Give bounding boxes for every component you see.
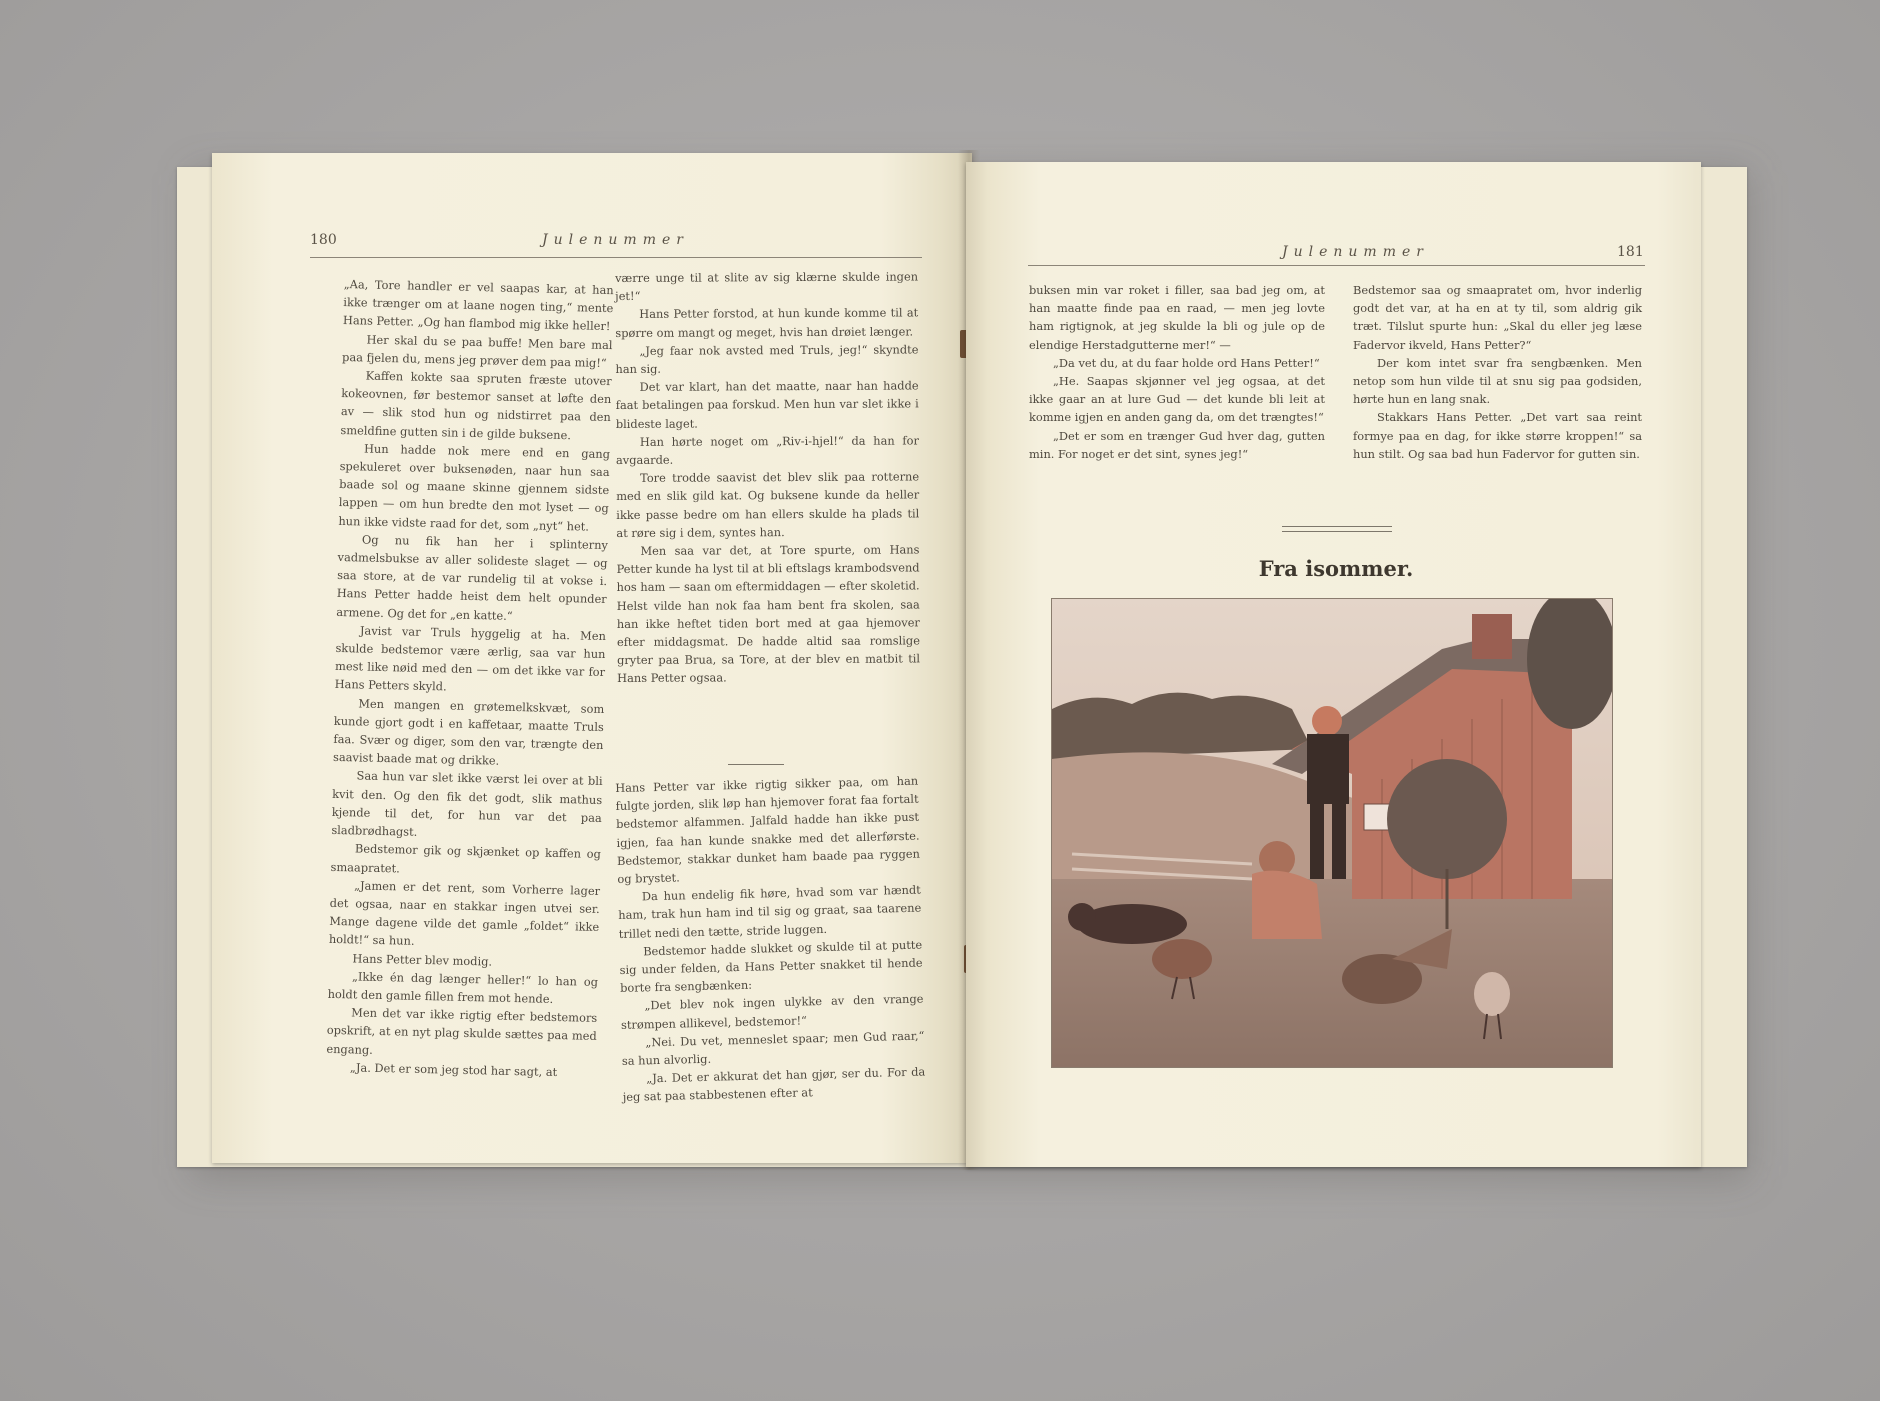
right-page-number: 181 [1617,244,1644,260]
paragraph: „Nei. Du vet, menneslet spaar; men Gud raar,“ sa hun alvorlig. [621,1028,925,1068]
paragraph: Kaffen kokte saa spruten fræste utover kokeovnen, før bestemor sanset at løfte den av — slik stod hun og nidstirret paa den smeldfine gutten sin i de gilde buksene. [340,368,612,442]
paragraph: værre unge til at slite av sig klærne skulde ingen jet!“ [615,269,919,304]
farm-illustration [1051,598,1613,1068]
paragraph: Bedstemor gik og skjænket op kaffen og smaapratet. [330,841,602,875]
left-page-number: 180 [310,232,337,248]
title-rule-top [1282,526,1392,527]
right-header-rule [1028,265,1645,266]
paragraph: Hans Petter blev modig. [352,950,493,969]
section-divider [728,764,784,765]
left-header-rule [310,257,922,258]
paragraph: Tore trodde saavist det blev slik paa rotterne med en slik gild kat. Og buksene kunde da heller ikke passe bedre om han ellers skulde ha plads til at røre sig i dem, syntes han. [616,469,920,540]
paragraph: Bedstemor hadde slukket og skulde til at putte sig under felden, da Hans Petter snakket til hende borte fra sengbænken: [619,937,923,996]
title-rule-bottom [1282,531,1392,532]
illustration-title: Fra isommer. [1258,556,1414,581]
paragraph: „Ja. Det er som jeg stod har sagt, at [349,1060,558,1079]
paragraph: Og nu fik han her i splinterny vadmelsbukse av aller solideste slaget — og saa store, at de var rundelig til at vokse i. Hans Petter hadde heist dem helt opunder armene. Og det for „en katte.“ [336,532,609,623]
left-column-1 [326,275,614,1082]
left-column-2-top [615,267,920,687]
paragraph: Det var klart, han det maatte, naar han hadde faat betalingen paa forskud. Men hun var slet ikke i blideste laget. [615,378,919,431]
paragraph: Han hørte noget om „Riv-i-hjel!“ da han for avgaarde. [615,433,919,468]
paragraph: Stakkars Hans Petter. „Det vart saa reint formye paa en dag, for ikke større kroppen!“ sa hun stilt. Og saa bad hun Fadervor for gutten sin. [1353,410,1642,461]
paragraph: Men det var ikke rigtig efter bedstemors opskrift, at en nyt plag skulde sættes paa med engang. [326,1005,598,1057]
paragraph: Saa hun var slet ikke værst lei over at bli kvit den. Og den fik det godt, slik mathus kjende til det, for hun var det paa sladbrødhagst. [331,768,603,839]
farm-scene-image [1052,599,1612,1067]
paragraph: „Det er som en trænger Gud hver dag, gutten min. For noget er det sint, synes jeg!“ [1029,428,1325,461]
paragraph: Der kom intet svar fra sengbænken. Men netop som hun vilde til at snu sig paa godsiden, hørte hun en lang snak. [1353,355,1642,407]
paragraph: Da hun endelig fik høre, hvad som var hændt ham, trak hun ham ind til sig og graat, saa taarene trillet nedi den tætte, stride luggen. [618,882,922,941]
right-running-title: Julenummer [1282,244,1429,260]
paragraph: „Jeg faar nok avsted med Truls, jeg!“ skyndte han sig. [615,342,919,377]
right-column-1 [1029,281,1325,463]
paragraph: „He. Saapas skjønner vel jeg ogsaa, at det ikke gaar an at lure Gud — det kunde bli leit at komme igjen en anden gang da, om det trængtes!“ [1029,374,1325,425]
paragraph: „Aa, Tore handler er vel saapas kar, at han ikke trænger om at laane nogen ting,“ mente Hans Petter. „Og han flambod mig ikke heller! [342,276,614,334]
right-column-2 [1353,281,1642,463]
paragraph: Her skal du se paa buffe! Men bare mal paa fjelen du, mens jeg prøver dem paa mig!“ [341,332,613,370]
left-page [212,153,972,1163]
paragraph: „Ja. Det er akkurat det han gjør, ser du. For da jeg sat paa stabbestenen efter at [622,1064,926,1105]
paragraph: Javist var Truls hyggelig at ha. Men skulde bedstemor være ærlig, saa var hun mest like nøid med den — om det ikke var for Hans Petters skyld. [334,623,607,694]
paragraph: Hun hadde nok mere end en gang spekuleret over buksenøden, naar hun saa baade sol og maane skinne gjennem sidste lappen — om hun bredte den mot lyset — og hun ikke vidste raad for det, som „nyt“ het. [338,441,611,534]
paragraph: Hans Petter forstod, at hun kunde komme til at spørre om mangt og meget, hvis han drøiet længer. [615,305,919,340]
paragraph: „Det blev nok ingen ulykke av den vrange strømpen allikevel, bedstemor!“ [620,991,924,1032]
paragraph: „Da vet du, at du faar holde ord Hans Petter!“ [1053,355,1320,370]
paragraph: Men mangen en grøtemelkskvæt, som kunde gjort godt i en kaffetaar, maatte Truls faa. Svær og diger, som den var, trængte den saavist baade mat og drikke. [332,696,605,768]
paragraph: Hans Petter var ikke rigtig sikker paa, om han fulgte jorden, slik løp han hjemover forat faa fortalt bedstemor alfammen. Jalfald hadde han ikke pust igjen, faa han kunde snakke med det allerførste. Bedstemor, stakkar dunket ham baade paa ryggen og brystet. [615,773,921,886]
paragraph: Bedstemor saa og smaapratet om, hvor inderlig godt det var, at ha en at ty til, som aldrig gik træt. Tilslut spurte hun: „Skal du eller jeg læse Fadervor ikveld, Hans Petter?“ [1353,283,1642,352]
left-column-2-bottom [615,772,926,1107]
paragraph: „Jamen er det rent, som Vorherre lager det ogsaa, naar en stakkar ingen utvei ser. Mange dagene vilde det gamle „foldet“ ikke holdt!“ sa hun. [328,878,601,949]
paragraph: Men saa var det, at Tore spurte, om Hans Petter kunde ha lyst til at bli eftslags krambodsvend hos ham — saan om eftermiddagen — efter skoletid. Helst vilde han nok faa ham bent fra skolen, saa han ikke heftet tiden bort med at gaa hjemover efter middagsmat. De hadde altid saa romslige gryter paa Brua, sa Tore, at der blev en matbit til Hans Petter ogsaa. [616,542,921,686]
left-running-title: Julenummer [542,232,689,248]
paragraph: „Ikke én dag længer heller!“ lo han og holdt den gamle fillen frem mot hende. [327,969,599,1006]
paragraph: buksen min var roket i filler, saa bad jeg om, at han maatte finde paa en raad, — men jeg lovte ham rigtignok, at jeg skulde la bli og jule op de elendige Herstadgutterne mer!“ — [1029,283,1325,352]
